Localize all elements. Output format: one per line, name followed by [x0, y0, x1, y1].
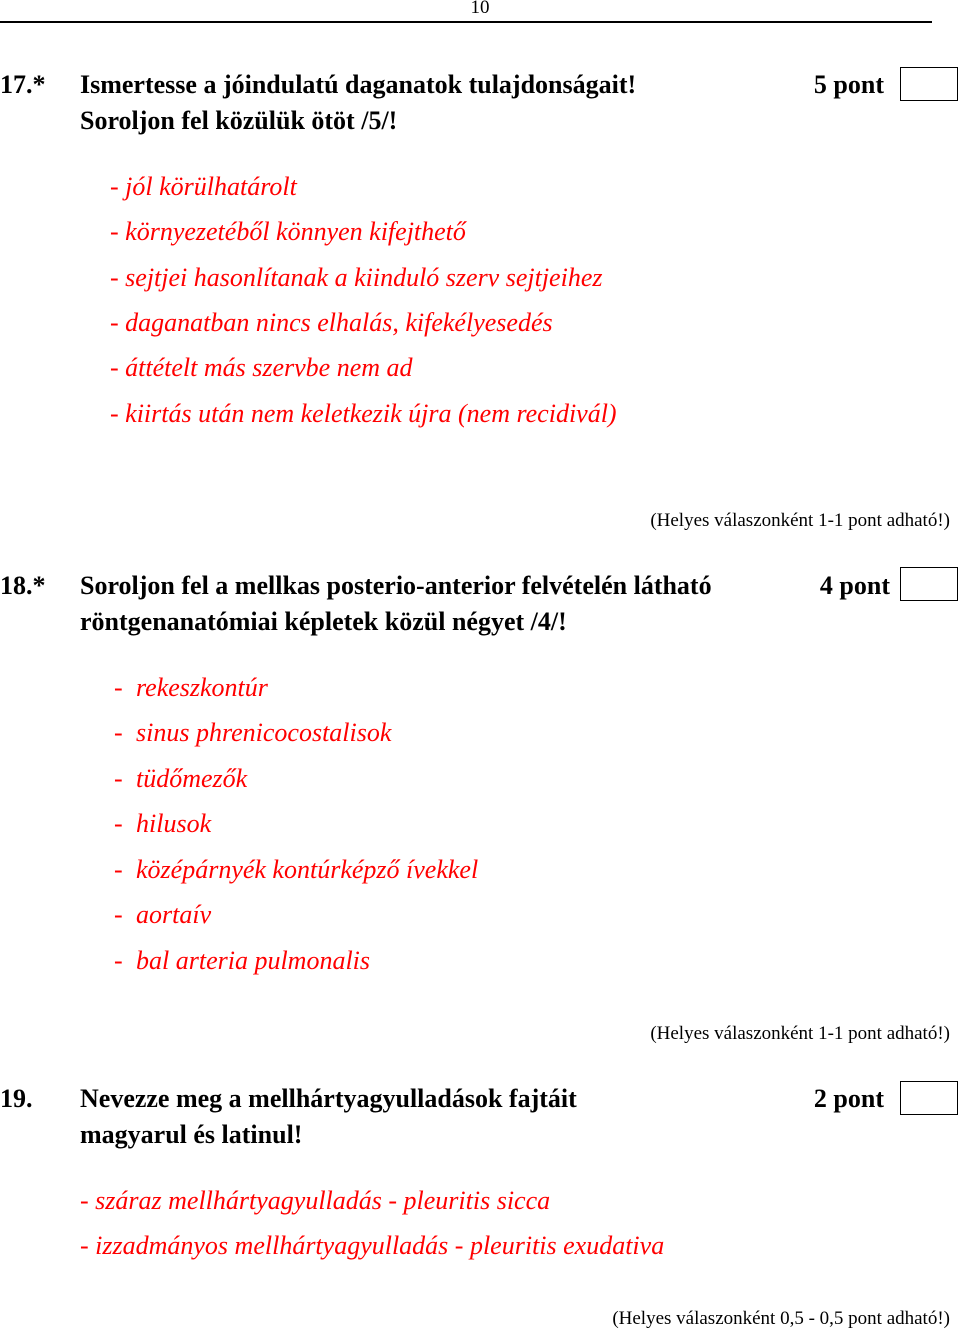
answer-dash: - — [114, 809, 123, 838]
answer-text: bal arteria pulmonalis — [136, 946, 371, 975]
scoring-note: (Helyes válaszonként 1-1 pont adható!) — [650, 1023, 950, 1044]
answer-text: aortaív — [136, 900, 212, 929]
answer-item: - izzadmányos mellhártyagyulladás - pleuritis exudativa — [80, 1231, 665, 1260]
answer-item — [114, 946, 370, 976]
scoring-note: (Helyes válaszonként 1-1 pont adható!) — [650, 510, 950, 531]
answer-item: - környezetéből könnyen kifejthető — [110, 217, 466, 246]
answer-item: - daganatban nincs elhalás, kifekélyesedés — [110, 308, 553, 337]
answer-item — [114, 809, 211, 839]
score-box[interactable] — [900, 567, 958, 601]
question-text-line-2: röntgenanatómiai képletek közül négyet /4/! — [80, 607, 567, 636]
header-rule — [0, 21, 932, 23]
question-text-line-1: Nevezze meg a mellhártyagyulladások fajtáit — [80, 1084, 577, 1113]
question-text-line-2: Soroljon fel közülük ötöt /5/! — [80, 106, 398, 135]
page-number: 10 — [470, 0, 490, 18]
answer-dash: - — [114, 673, 123, 702]
answer-text: hilusok — [136, 809, 212, 838]
points-label: 5 pont — [813, 70, 884, 99]
answer-item: - áttételt más szervbe nem ad — [110, 353, 413, 382]
scoring-note: (Helyes válaszonként 0,5 - 0,5 pont adható!) — [612, 1308, 950, 1329]
answer-item — [114, 718, 391, 748]
score-box[interactable] — [900, 67, 958, 101]
answer-dash: - — [114, 764, 123, 793]
question-text-line-2: magyarul és latinul! — [80, 1120, 303, 1149]
answer-item: - jól körülhatárolt — [110, 172, 297, 201]
answer-item — [114, 764, 247, 794]
question-text-line-1: Ismertesse a jóindulatú daganatok tulajdonságait! — [80, 70, 637, 99]
answer-text: rekeszkontúr — [136, 673, 268, 702]
points-label: 2 pont — [813, 1084, 884, 1113]
answer-item — [114, 673, 268, 703]
answer-dash: - — [114, 946, 123, 975]
answer-dash: - — [114, 855, 123, 884]
answer-item: - sejtjei hasonlítanak a kiinduló szerv sejtjeihez — [110, 263, 603, 292]
answer-dash: - — [114, 718, 123, 747]
question-number: 19. — [0, 1084, 33, 1113]
score-box[interactable] — [900, 1081, 958, 1115]
question-number: 18.* — [0, 571, 46, 600]
question-text-line-1: Soroljon fel a mellkas posterio-anterior felvételén látható — [80, 571, 712, 600]
answer-item: - kiirtás után nem keletkezik újra (nem recidivál) — [110, 399, 617, 428]
answer-text: tüdőmezők — [136, 764, 248, 793]
question-number: 17.* — [0, 70, 46, 99]
answer-text: sinus phrenicocostalisok — [136, 718, 392, 747]
answer-item — [114, 855, 478, 885]
answer-text: középárnyék kontúrképző ívekkel — [136, 855, 479, 884]
answer-item: - száraz mellhártyagyulladás - pleuritis sicca — [80, 1186, 551, 1215]
answer-item — [114, 900, 211, 930]
points-label: 4 pont — [819, 571, 890, 600]
answer-dash: - — [114, 900, 123, 929]
